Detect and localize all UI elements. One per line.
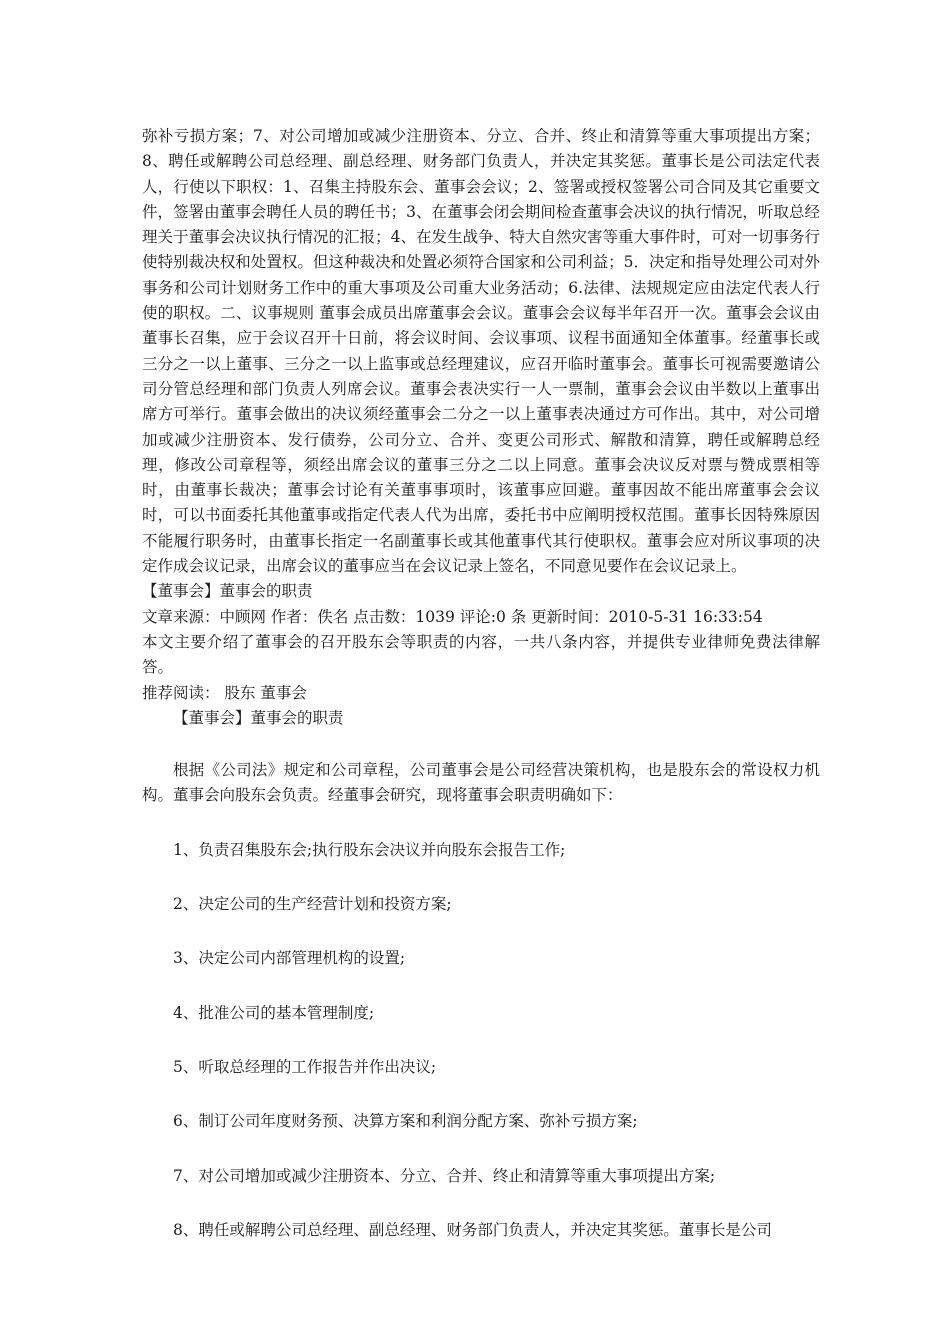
duty-item-6: 6、制订公司年度财务预、决算方案和利润分配方案、弥补亏损方案; [173, 1112, 638, 1131]
duty-item-3: 3、决定公司内部管理机构的设置; [173, 949, 406, 968]
top-paragraph: 弥补亏损方案；7、对公司增加或减少注册资本、分立、合并、终止和清算等重大事项提出方案；8、聘任或解聘公司总经理、副总经理、财务部门负责人，并决定其奖惩。董事长是公司法定代表人，行使以下职权：1、召集主持股东会、董事会会议；2、签署或授权签署公司合同及其它重要文件，签署由董事会聘任人员的聘任书；3、在董事会闭会期间检查董事会决议的执行情况，听取总经理关于董事会决议执行情况的汇报；4、在发生战争、特大自然灾害等重大事件时，可对一切事务行使特别裁决权和处置权。但这种裁决和处置必须符合国家和公司利益；5．决定和指导处理公司对外事务和公司计划财务工作中的重大事项及公司重大业务活动；6.法律、法规规定应由法定代表人行使的职权。二、议事规则 董事会成员出席董事会会议。董事会会议每半年召开一次。董事会会议由董事长召集，应于会议召开十日前，将会议时间、会议事项、议程书面通知全体董事。经董事长或三分之一以上董事、三分之一以上监事或总经理建议，应召开临时董事会。董事长可视需要邀请公司分管总经理和部门负责人列席会议。董事会表决实行一人一票制，董事会会议由半数以上董事出席方可举行。董事会做出的决议须经董事会二分之一以上董事表决通过方可作出。其中，对公司增加或减少注册资本、发行债券，公司分立、合并、变更公司形式、解散和清算，聘任或解聘总经理，修改公司章程等，须经出席会议的董事三分之二以上同意。董事会决议反对票与赞成票相等时，由董事长裁决；董事会讨论有关董事事项时，该董事应回避。董事因故不能出席董事会会议时，可以书面委托其他董事或指定代表人代为出席，委托书中应阐明授权范围。董事长因特殊原因不能履行职务时，由董事长指定一名副董事长或其他董事代其行使职权。董事会应对所议事项的决定作成会议记录，出席会议的董事应当在会议记录上签名，不同意见要作在会议记录上。 [142, 127, 820, 576]
duty-item-5: 5、听取总经理的工作报告并作出决议; [173, 1057, 437, 1076]
article-title: 【董事会】董事会的职责 [142, 582, 313, 601]
recommend-tags[interactable]: 股东 董事会 [224, 683, 307, 702]
article-summary: 本文主要介绍了董事会的召开股东会等职责的内容，一共八条内容，并提供专业律师免费法律解答。 [142, 632, 820, 677]
duty-item-8: 8、聘任或解聘公司总经理、副总经理、财务部门负责人，并决定其奖惩。董事长是公司 [173, 1220, 772, 1239]
recommend-label: 推荐阅读： [142, 683, 220, 702]
article-meta: 文章来源：中顾网 作者：佚名 点击数：1039 评论:0 条 更新时间：2010-5-31 16:33:54 [142, 607, 763, 626]
recommend-row [142, 681, 820, 706]
duty-item-2: 2、决定公司的生产经营计划和投资方案; [173, 895, 452, 914]
document-page [142, 124, 820, 1243]
intro-paragraph: 根据《公司法》规定和公司章程，公司董事会是公司经营决策机构，也是股东会的常设权力机构。董事会向股东会负责。经董事会研究，现将董事会职责明确如下： [142, 761, 820, 805]
duty-item-1: 1、负责召集股东会;执行股东会决议并向股东会报告工作; [173, 840, 566, 859]
duty-item-4: 4、批准公司的基本管理制度; [173, 1003, 375, 1022]
duty-item-7: 7、对公司增加或减少注册资本、分立、合并、终止和清算等重大事项提出方案; [173, 1166, 716, 1185]
body-title: 【董事会】董事会的职责 [173, 708, 344, 727]
